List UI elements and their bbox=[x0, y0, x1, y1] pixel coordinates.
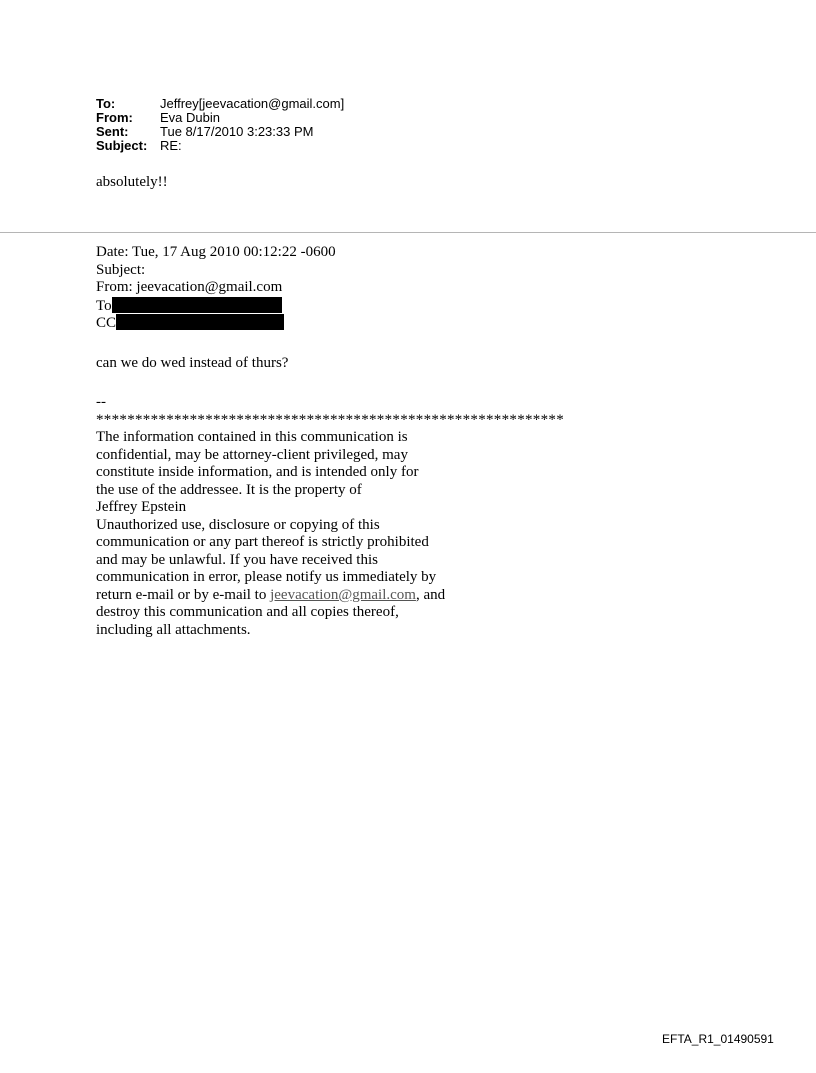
original-cc-prefix: CC bbox=[96, 315, 117, 331]
disclaimer-line: confidential, may be attorney-client privileged, may bbox=[96, 446, 408, 463]
to-label: To: bbox=[96, 96, 116, 111]
header-sent-row bbox=[96, 125, 344, 139]
disclaimer-line: Unauthorized use, disclosure or copying of this bbox=[96, 516, 380, 533]
signature-block bbox=[96, 394, 564, 639]
document-id: EFTA_R1_01490591 bbox=[662, 1032, 774, 1046]
return-suffix: , and bbox=[415, 586, 446, 603]
subject-label: Subject: bbox=[96, 138, 148, 153]
email-link[interactable]: jeevacation@gmail.com bbox=[270, 586, 416, 603]
original-message-header bbox=[96, 244, 336, 332]
redaction-box bbox=[112, 297, 282, 313]
disclaimer-line: Jeffrey Epstein bbox=[96, 499, 187, 515]
signature-dashes: -- bbox=[96, 394, 106, 410]
return-prefix: return e-mail or by e-mail to bbox=[96, 586, 271, 603]
message-body: can we do wed instead of thurs? bbox=[96, 355, 289, 371]
reply-text: absolutely!! bbox=[96, 174, 168, 190]
sent-value: Tue 8/17/2010 3:23:33 PM bbox=[160, 124, 314, 139]
disclaimer-line: communication or any part thereof is strictly prohibited bbox=[96, 534, 429, 550]
disclaimer-line: including all attachments. bbox=[96, 621, 251, 638]
divider-line bbox=[0, 232, 816, 233]
from-value: Eva Dubin bbox=[160, 110, 220, 125]
disclaimer-line: communication in error, please notify us immediately by bbox=[96, 569, 437, 585]
sent-label: Sent: bbox=[96, 124, 129, 139]
header-from-row bbox=[96, 111, 344, 125]
to-value: Jeffrey[jeevacation@gmail.com] bbox=[160, 96, 345, 111]
disclaimer-line: destroy this communication and all copies thereof, bbox=[96, 604, 399, 620]
disclaimer-return-line bbox=[96, 587, 564, 605]
email-header bbox=[96, 97, 344, 153]
redaction-box bbox=[116, 314, 284, 330]
original-from: From: jeevacation@gmail.com bbox=[96, 279, 283, 295]
signature-stars: ************************************************************ bbox=[96, 411, 564, 428]
from-label: From: bbox=[96, 110, 133, 125]
original-cc-row bbox=[96, 314, 336, 332]
disclaimer-line: The information contained in this communication is bbox=[96, 429, 408, 445]
disclaimer-line: the use of the addressee. It is the property of bbox=[96, 481, 362, 498]
disclaimer-line: constitute inside information, and is intended only for bbox=[96, 464, 419, 480]
original-date: Date: Tue, 17 Aug 2010 00:12:22 -0600 bbox=[96, 244, 336, 260]
original-to-prefix: To bbox=[96, 297, 112, 314]
subject-value: RE: bbox=[160, 138, 182, 153]
original-to-row bbox=[96, 297, 336, 315]
header-subject-row bbox=[96, 139, 344, 153]
original-subject: Subject: bbox=[96, 261, 146, 278]
header-to-row bbox=[96, 97, 344, 111]
disclaimer-line: and may be unlawful. If you have received this bbox=[96, 551, 378, 568]
